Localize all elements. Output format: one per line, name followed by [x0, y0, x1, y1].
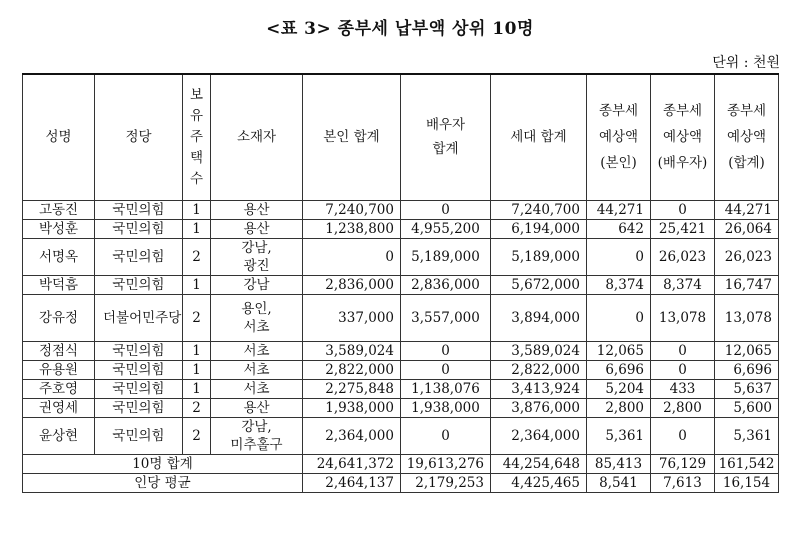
table-row — [23, 219, 779, 238]
cell-household-total: 3,413,924 — [491, 379, 587, 398]
cell-spouse-total: 0 — [401, 200, 491, 219]
cell-tax-spouse: 0 — [651, 360, 715, 379]
header-houses-char: 유 — [189, 107, 204, 124]
header-line: 예상액 — [726, 129, 767, 146]
cell-household-total: 7,240,700 — [491, 200, 587, 219]
cell-household-total: 3,894,000 — [491, 294, 587, 341]
cell-location — [211, 379, 303, 398]
cell-household-total: 2,822,000 — [491, 360, 587, 379]
cell-tax-spouse: 433 — [651, 379, 715, 398]
cell-houses: 1 — [183, 275, 211, 294]
cell-spouse-total: 2,836,000 — [401, 275, 491, 294]
location-line: 강남, — [241, 239, 272, 256]
cell-location — [211, 238, 303, 275]
cell-tax-total: 6,696 — [715, 360, 779, 379]
cell-party: 국민의힘 — [95, 379, 183, 398]
summary-tax-spouse: 7,613 — [651, 473, 715, 492]
cell-tax-spouse: 26,023 — [651, 238, 715, 275]
table-row — [23, 360, 779, 379]
cell-location — [211, 417, 303, 454]
header-location: 소재자 — [211, 74, 303, 200]
cell-name: 유용원 — [23, 360, 95, 379]
cell-tax-total: 5,361 — [715, 417, 779, 454]
header-row — [23, 74, 779, 200]
table-row — [23, 238, 779, 275]
cell-location — [211, 294, 303, 341]
cell-houses: 1 — [183, 200, 211, 219]
cell-spouse-total: 4,955,200 — [401, 219, 491, 238]
cell-spouse-total: 1,938,000 — [401, 398, 491, 417]
summary-tax-total: 161,542 — [715, 454, 779, 473]
cell-household-total: 6,194,000 — [491, 219, 587, 238]
location-line: 서초 — [243, 361, 270, 378]
cell-tax-spouse: 25,421 — [651, 219, 715, 238]
cell-location — [211, 360, 303, 379]
cell-party: 국민의힘 — [95, 417, 183, 454]
unit-label: 단위 : 천원 — [712, 55, 780, 71]
location-line: 강남, — [241, 418, 272, 435]
location-line: 서초 — [243, 318, 270, 335]
table-row — [23, 294, 779, 341]
table-row — [23, 417, 779, 454]
cell-party: 국민의힘 — [95, 200, 183, 219]
cell-name: 권영세 — [23, 398, 95, 417]
header-line: 배우자 — [425, 117, 466, 134]
cell-houses: 1 — [183, 360, 211, 379]
location-line: 용산 — [243, 201, 270, 218]
cell-household-total: 3,876,000 — [491, 398, 587, 417]
summary-row — [23, 473, 779, 492]
location-line: 용인, — [241, 300, 272, 317]
summary-tax-spouse: 76,129 — [651, 454, 715, 473]
cell-tax-self: 642 — [587, 219, 651, 238]
cell-self-total: 0 — [303, 238, 401, 275]
location-line: 광진 — [243, 257, 270, 274]
summary-spouse-total: 2,179,253 — [401, 473, 491, 492]
header-line: (본인) — [600, 155, 637, 172]
cell-name: 박덕흠 — [23, 275, 95, 294]
header-line: 종부세 — [598, 103, 639, 120]
cell-houses: 1 — [183, 219, 211, 238]
cell-spouse-total: 3,557,000 — [401, 294, 491, 341]
summary-label: 10명 합계 — [23, 454, 303, 473]
table-row — [23, 275, 779, 294]
header-line: 합계 — [432, 141, 459, 158]
cell-name: 고동진 — [23, 200, 95, 219]
header-line: 종부세 — [662, 103, 703, 120]
cell-household-total: 2,364,000 — [491, 417, 587, 454]
header-houses-char: 보 — [189, 86, 204, 103]
cell-tax-spouse: 8,374 — [651, 275, 715, 294]
cell-tax-self: 0 — [587, 238, 651, 275]
header-line: (배우자) — [657, 155, 708, 172]
cell-location — [211, 341, 303, 360]
cell-tax-self: 5,361 — [587, 417, 651, 454]
cell-tax-self: 5,204 — [587, 379, 651, 398]
cell-tax-total: 5,637 — [715, 379, 779, 398]
cell-tax-self: 44,271 — [587, 200, 651, 219]
cell-party: 국민의힘 — [95, 275, 183, 294]
cell-self-total: 337,000 — [303, 294, 401, 341]
cell-tax-self: 2,800 — [587, 398, 651, 417]
cell-self-total: 1,938,000 — [303, 398, 401, 417]
header-houses — [183, 74, 211, 200]
location-line: 서초 — [243, 380, 270, 397]
header-tax-spouse — [651, 74, 715, 200]
cell-location — [211, 275, 303, 294]
header-name: 성명 — [23, 74, 95, 200]
cell-self-total: 2,364,000 — [303, 417, 401, 454]
cell-name: 서명옥 — [23, 238, 95, 275]
header-houses-char: 주 — [189, 128, 204, 145]
summary-household-total: 4,425,465 — [491, 473, 587, 492]
header-spouse-total — [401, 74, 491, 200]
cell-tax-self: 0 — [587, 294, 651, 341]
cell-party: 국민의힘 — [95, 398, 183, 417]
cell-houses: 2 — [183, 417, 211, 454]
header-line: (합계) — [728, 155, 765, 172]
cell-houses: 2 — [183, 238, 211, 275]
cell-name: 주호영 — [23, 379, 95, 398]
summary-label: 인당 평균 — [23, 473, 303, 492]
cell-self-total: 2,822,000 — [303, 360, 401, 379]
cell-houses: 1 — [183, 379, 211, 398]
cell-location — [211, 200, 303, 219]
tax-table — [22, 73, 779, 493]
cell-tax-spouse: 0 — [651, 417, 715, 454]
cell-tax-self: 8,374 — [587, 275, 651, 294]
table-title: <표 3> 종부세 납부액 상위 10명 — [266, 19, 534, 39]
cell-name: 정점식 — [23, 341, 95, 360]
cell-spouse-total: 0 — [401, 341, 491, 360]
location-line: 미추홀구 — [230, 436, 283, 453]
cell-name: 강유정 — [23, 294, 95, 341]
header-houses-char: 택 — [189, 149, 204, 166]
cell-houses: 2 — [183, 398, 211, 417]
header-line: 종부세 — [726, 103, 767, 120]
cell-location — [211, 398, 303, 417]
summary-self-total: 24,641,372 — [303, 454, 401, 473]
table-row — [23, 379, 779, 398]
location-line: 용산 — [243, 399, 270, 416]
cell-party: 국민의힘 — [95, 219, 183, 238]
summary-spouse-total: 19,613,276 — [401, 454, 491, 473]
cell-household-total: 5,672,000 — [491, 275, 587, 294]
cell-tax-spouse: 0 — [651, 200, 715, 219]
cell-tax-total: 26,023 — [715, 238, 779, 275]
cell-household-total: 5,189,000 — [491, 238, 587, 275]
cell-party: 국민의힘 — [95, 238, 183, 275]
cell-self-total: 2,836,000 — [303, 275, 401, 294]
cell-tax-spouse: 0 — [651, 341, 715, 360]
summary-row — [23, 454, 779, 473]
cell-party: 국민의힘 — [95, 360, 183, 379]
header-line: 예상액 — [662, 129, 703, 146]
cell-tax-spouse: 13,078 — [651, 294, 715, 341]
header-self-total: 본인 합계 — [303, 74, 401, 200]
cell-tax-total: 26,064 — [715, 219, 779, 238]
header-tax-total — [715, 74, 779, 200]
cell-spouse-total: 5,189,000 — [401, 238, 491, 275]
table-row — [23, 341, 779, 360]
summary-tax-self: 8,541 — [587, 473, 651, 492]
cell-houses: 1 — [183, 341, 211, 360]
header-line: 예상액 — [598, 129, 639, 146]
table-row — [23, 200, 779, 219]
location-line: 서초 — [243, 342, 270, 359]
summary-tax-total: 16,154 — [715, 473, 779, 492]
cell-tax-self: 12,065 — [587, 341, 651, 360]
cell-self-total: 7,240,700 — [303, 200, 401, 219]
cell-self-total: 2,275,848 — [303, 379, 401, 398]
cell-tax-total: 16,747 — [715, 275, 779, 294]
cell-tax-total: 5,600 — [715, 398, 779, 417]
summary-self-total: 2,464,137 — [303, 473, 401, 492]
cell-spouse-total: 0 — [401, 417, 491, 454]
cell-party: 더불어민주당 — [95, 294, 183, 341]
header-houses-char: 수 — [189, 170, 204, 187]
location-line: 용산 — [243, 220, 270, 237]
header-tax-self — [587, 74, 651, 200]
summary-tax-self: 85,413 — [587, 454, 651, 473]
cell-name: 박성훈 — [23, 219, 95, 238]
header-party: 정당 — [95, 74, 183, 200]
cell-tax-total: 13,078 — [715, 294, 779, 341]
header-household-total: 세대 합계 — [491, 74, 587, 200]
cell-name: 윤상현 — [23, 417, 95, 454]
cell-spouse-total: 1,138,076 — [401, 379, 491, 398]
cell-tax-self: 6,696 — [587, 360, 651, 379]
cell-household-total: 3,589,024 — [491, 341, 587, 360]
cell-tax-spouse: 2,800 — [651, 398, 715, 417]
cell-houses: 2 — [183, 294, 211, 341]
summary-household-total: 44,254,648 — [491, 454, 587, 473]
cell-self-total: 3,589,024 — [303, 341, 401, 360]
cell-tax-total: 12,065 — [715, 341, 779, 360]
location-line: 강남 — [243, 276, 270, 293]
cell-tax-total: 44,271 — [715, 200, 779, 219]
cell-spouse-total: 0 — [401, 360, 491, 379]
cell-location — [211, 219, 303, 238]
cell-party: 국민의힘 — [95, 341, 183, 360]
cell-self-total: 1,238,800 — [303, 219, 401, 238]
table-row — [23, 398, 779, 417]
